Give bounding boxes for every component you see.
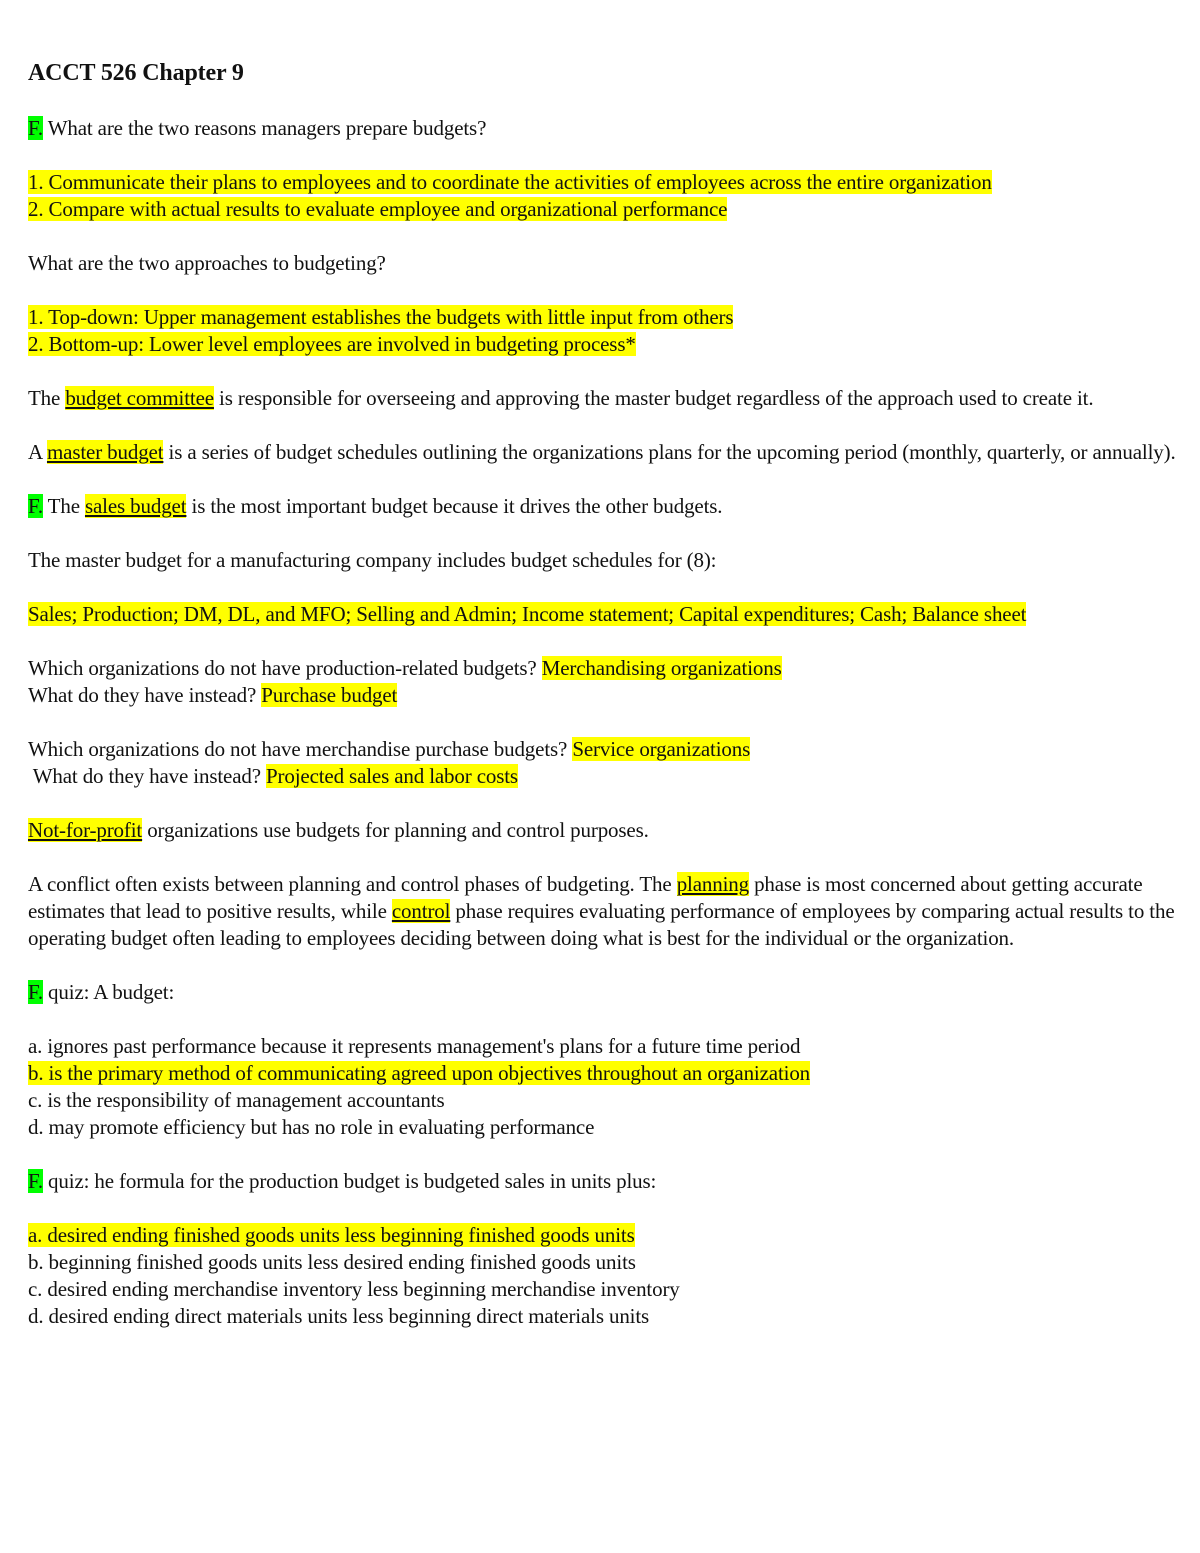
flag-marker: F. <box>28 494 43 518</box>
nfp-paragraph: Not-for-profit organizations use budgets for planning and control purposes. <box>28 818 649 842</box>
quiz1-option-c: c. is the responsibility of management accountants <box>28 1088 445 1112</box>
q1-answer-2: 2. Compare with actual results to evaluate employee and organizational performance <box>28 197 728 221</box>
budget-committee-paragraph: The budget committee is responsible for overseeing and approving the master budget regardless of the approach used to create it. <box>28 386 1094 410</box>
merch-answer-1: Merchandising organizations <box>541 656 782 680</box>
quiz2-option-b: b. beginning finished goods units less desired ending finished goods units <box>28 1250 636 1274</box>
q1-question: F. What are the two reasons managers prepare budgets? <box>28 116 487 140</box>
quiz2-question: F. quiz: he formula for the production budget is budgeted sales in units plus: <box>28 1169 657 1193</box>
master-budget-term: master budget <box>46 440 164 464</box>
merch-question-2: What do they have instead? Purchase budget <box>28 683 398 707</box>
service-answer-2: Projected sales and labor costs <box>266 764 518 788</box>
quiz1-question: F. quiz: A budget: <box>28 980 175 1004</box>
q2-answer-2: 2. Bottom-up: Lower level employees are involved in budgeting process* <box>28 332 636 356</box>
schedules-question: The master budget for a manufacturing company includes budget schedules for (8): <box>28 548 717 572</box>
quiz2-option-d: d. desired ending direct materials units less beginning direct materials units <box>28 1304 650 1328</box>
document-title: ACCT 526 Chapter 9 <box>28 60 244 86</box>
quiz2-option-a: a. desired ending finished goods units less beginning finished goods units <box>28 1223 635 1247</box>
merch-question-1: Which organizations do not have production-related budgets? Merchandising organizations <box>28 656 782 680</box>
service-question-1: Which organizations do not have merchandise purchase budgets? Service organizations <box>28 737 751 761</box>
flag-marker: F. <box>28 116 43 140</box>
q1-answer-1: 1. Communicate their plans to employees and to coordinate the activities of employees across the entire organization <box>28 170 992 194</box>
document-page <box>28 58 1178 1330</box>
flag-marker: F. <box>28 980 43 1004</box>
service-question-2: What do they have instead? Projected sales and labor costs <box>28 764 518 788</box>
planning-term: planning <box>676 872 749 896</box>
control-term: control <box>391 899 451 923</box>
master-budget-paragraph: A master budget is a series of budget schedules outlining the organizations plans for the upcoming period (monthly, quarterly, or annually). <box>28 440 1176 464</box>
budget-committee-term: budget committee <box>65 386 214 410</box>
q2-question: What are the two approaches to budgeting? <box>28 251 386 275</box>
sales-budget-term: sales budget <box>84 494 187 518</box>
quiz1-option-b: b. is the primary method of communicating agreed upon objectives throughout an organization <box>28 1061 811 1085</box>
merch-answer-2: Purchase budget <box>261 683 398 707</box>
sales-budget-paragraph: F. The sales budget is the most important budget because it drives the other budgets. <box>28 494 723 518</box>
quiz1-option-a: a. ignores past performance because it represents management's plans for a future time period <box>28 1034 801 1058</box>
conflict-paragraph: A conflict often exists between planning and control phases of budgeting. The planning phase is most concerned about getting accurate estimates that lead to positive results, while control phase requires evaluating performance of employees by comparing actual results to the operating budget often leading to employees deciding between doing what is best for the individual or the organization. <box>28 872 1175 950</box>
schedules-answer: Sales; Production; DM, DL, and MFO; Selling and Admin; Income statement; Capital expenditures; Cash; Balance sheet <box>28 602 1027 626</box>
service-answer-1: Service organizations <box>572 737 751 761</box>
quiz2-option-c: c. desired ending merchandise inventory less beginning merchandise inventory <box>28 1277 680 1301</box>
quiz1-option-d: d. may promote efficiency but has no role in evaluating performance <box>28 1115 595 1139</box>
q2-answer-1: 1. Top-down: Upper management establishes the budgets with little input from others <box>28 305 734 329</box>
nfp-term: Not-for-profit <box>28 818 143 842</box>
flag-marker: F. <box>28 1169 43 1193</box>
